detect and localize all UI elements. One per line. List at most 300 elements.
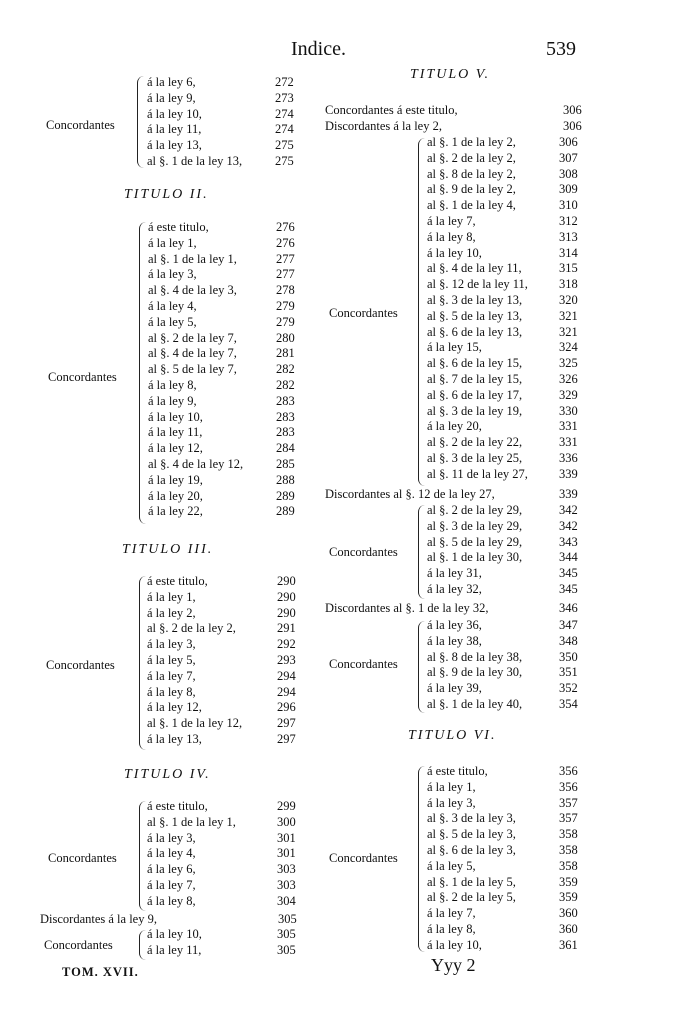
page-ref: 321	[559, 324, 578, 339]
index-entry	[147, 653, 307, 669]
concordantes-label: Concordantes	[46, 658, 115, 672]
entry-text: Discordantes al §. 12 de la ley 27,	[325, 487, 495, 501]
entry-text: á este titulo,	[148, 220, 209, 234]
page-ref: 307	[559, 150, 578, 165]
entry-list	[427, 135, 597, 483]
brace	[139, 222, 146, 524]
page-ref: 297	[277, 731, 296, 746]
page-ref: 361	[559, 937, 578, 952]
index-entry	[427, 681, 597, 697]
brace	[418, 766, 425, 952]
page-ref: 313	[559, 229, 578, 244]
entry-text: al §. 5 de la ley 13,	[427, 308, 523, 323]
page-ref: 292	[277, 637, 296, 652]
page-ref: 342	[559, 503, 578, 517]
entry-text: á la ley 8,	[427, 921, 476, 936]
entry-text: á la ley 9,	[147, 90, 196, 105]
page-ref: 277	[276, 251, 295, 266]
entry-text: al §. 8 de la ley 2,	[427, 166, 516, 181]
entry-text: al §. 2 de la ley 22,	[427, 435, 523, 450]
index-entry	[427, 503, 597, 519]
index-entry	[427, 618, 597, 634]
index-entry	[148, 362, 308, 378]
section-title-titulo-iv: TITULO IV.	[124, 767, 211, 782]
entry-list	[147, 927, 307, 959]
entry-text: á la ley 6,	[147, 862, 196, 877]
page-ref: 289	[276, 504, 295, 519]
entry-text: al §. 3 de la ley 13,	[427, 292, 523, 307]
entry-list	[147, 574, 307, 748]
entry-text: á la ley 32,	[427, 581, 482, 596]
index-entry	[147, 138, 307, 154]
index-entry	[148, 252, 308, 268]
index-entry	[427, 922, 597, 938]
entry-text: Discordantes á la ley 2,	[325, 119, 442, 133]
page-ref: 347	[559, 618, 578, 632]
index-entry	[427, 372, 597, 388]
discordantes-line	[325, 601, 595, 616]
section-title-titulo-ii: TITULO II.	[124, 187, 209, 202]
page-ref: 314	[559, 245, 578, 260]
index-entry	[427, 796, 597, 812]
index-entry	[427, 261, 597, 277]
page-ref: 345	[559, 581, 578, 596]
page-ref: 352	[559, 681, 578, 696]
entry-text: á la ley 20,	[427, 419, 482, 434]
index-entry	[147, 107, 307, 123]
entry-text: Discordantes al §. 1 de la ley 32,	[325, 601, 489, 615]
page-ref: 358	[559, 858, 578, 873]
page-ref: 288	[276, 472, 295, 487]
index-entry	[427, 811, 597, 827]
index-entry	[427, 519, 597, 535]
brace	[137, 76, 144, 168]
index-entry	[147, 815, 307, 831]
index-entry	[147, 831, 307, 847]
page-ref: 283	[276, 393, 295, 408]
page-ref: 297	[277, 716, 296, 731]
index-entry	[148, 331, 308, 347]
index-entry	[427, 582, 597, 598]
page-ref: 351	[559, 665, 578, 680]
index-entry	[427, 277, 597, 293]
brace	[139, 801, 146, 911]
running-title: Indice.	[291, 38, 346, 60]
index-entry	[147, 91, 307, 107]
entry-text: á la ley 12,	[148, 441, 203, 456]
entry-text: á la ley 7,	[147, 668, 196, 683]
page-ref: 357	[559, 795, 578, 810]
page-ref: 325	[559, 356, 578, 371]
page-ref: 275	[275, 153, 294, 168]
index-entry	[427, 859, 597, 875]
entry-text: á la ley 7,	[147, 877, 196, 892]
entry-text: al §. 3 de la ley 19,	[427, 403, 523, 418]
index-entry	[427, 467, 597, 483]
page-ref: 306	[563, 119, 582, 133]
entry-text: á la ley 19,	[148, 472, 203, 487]
entry-text: á la ley 3,	[427, 795, 476, 810]
entry-text: al §. 3 de la ley 29,	[427, 518, 523, 533]
entry-text: al §. 1 de la ley 12,	[147, 716, 243, 731]
page-ref: 301	[277, 846, 296, 861]
entry-text: á la ley 22,	[148, 504, 203, 519]
index-entry	[427, 451, 597, 467]
index-entry	[148, 346, 308, 362]
entry-text: á la ley 10,	[147, 927, 202, 941]
brace	[418, 138, 425, 486]
page-ref: 276	[276, 235, 295, 250]
page-ref: 330	[559, 403, 578, 418]
page-ref: 294	[277, 684, 296, 699]
page-ref: 350	[559, 649, 578, 664]
page-ref: 304	[277, 893, 296, 908]
entry-text: á la ley 8,	[148, 377, 197, 392]
index-entry	[147, 846, 307, 862]
entry-text: á la ley 8,	[147, 684, 196, 699]
entry-text: á la ley 9,	[148, 393, 197, 408]
index-entry	[147, 606, 307, 622]
index-entry	[147, 574, 307, 590]
index-entry	[147, 943, 307, 959]
entry-text: á la ley 7,	[427, 906, 476, 921]
page-ref: 274	[275, 106, 294, 121]
section-title-titulo-iii: TITULO III.	[122, 542, 214, 557]
page-ref: 356	[559, 764, 578, 778]
entry-text: á la ley 38,	[427, 633, 482, 648]
index-entry	[427, 214, 597, 230]
index-entry	[148, 378, 308, 394]
entry-list	[148, 220, 308, 520]
page-ref: 273	[275, 90, 294, 105]
index-entry	[427, 890, 597, 906]
index-entry	[427, 566, 597, 582]
entry-text: al §. 3 de la ley 25,	[427, 450, 523, 465]
page-ref: 305	[277, 927, 296, 941]
page-ref: 290	[277, 605, 296, 620]
page-ref: 360	[559, 921, 578, 936]
index-entry	[148, 425, 308, 441]
entry-text: al §. 2 de la ley 2,	[147, 621, 236, 636]
entry-text: al §. 11 de la ley 27,	[427, 466, 528, 481]
page-ref: 289	[276, 488, 295, 503]
entry-text: al §. 4 de la ley 12,	[148, 456, 244, 471]
index-entry	[427, 167, 597, 183]
page-ref: 305	[278, 912, 297, 926]
entry-text: á la ley 31,	[427, 566, 482, 581]
page-ref: 278	[276, 283, 295, 298]
index-entry	[427, 650, 597, 666]
index-entry	[147, 685, 307, 701]
concordantes-label: Concordantes	[48, 851, 117, 865]
page-ref: 282	[276, 362, 295, 377]
index-entry	[427, 182, 597, 198]
concordantes-line	[325, 103, 595, 118]
page-ref: 296	[277, 700, 296, 715]
entry-text: á la ley 5,	[147, 652, 196, 667]
page-ref: 277	[276, 267, 295, 282]
entry-text: al §. 12 de la ley 11,	[427, 277, 528, 292]
index-entry	[148, 504, 308, 520]
index-entry	[427, 151, 597, 167]
entry-text: á este titulo,	[147, 799, 208, 813]
concordantes-label: Concordantes	[46, 118, 115, 132]
index-entry	[427, 404, 597, 420]
page-ref: 339	[559, 466, 578, 481]
page-ref: 276	[276, 220, 295, 234]
index-entry	[427, 246, 597, 262]
entry-text: á la ley 8,	[427, 229, 476, 244]
page-ref: 294	[277, 668, 296, 683]
page-ref: 272	[275, 75, 294, 89]
brace	[139, 930, 146, 960]
entry-text: á la ley 6,	[147, 75, 196, 89]
entry-text: al §. 9 de la ley 30,	[427, 665, 523, 680]
entry-text: al §. 1 de la ley 30,	[427, 550, 523, 565]
entry-text: al §. 1 de la ley 5,	[427, 874, 516, 889]
index-entry	[148, 410, 308, 426]
concordantes-label: Concordantes	[329, 851, 398, 865]
entry-text: al §. 2 de la ley 2,	[427, 150, 516, 165]
page-ref: 279	[276, 314, 295, 329]
page-ref: 324	[559, 340, 578, 355]
index-entry	[147, 669, 307, 685]
entry-text: á la ley 5,	[148, 314, 197, 329]
page-ref: 280	[276, 330, 295, 345]
brace	[418, 621, 425, 713]
page-ref: 291	[277, 621, 296, 636]
index-entry	[147, 716, 307, 732]
entry-text: á la ley 3,	[147, 637, 196, 652]
page-ref: 321	[559, 308, 578, 323]
index-entry	[427, 309, 597, 325]
entry-text: á la ley 5,	[427, 858, 476, 873]
entry-text: al §. 1 de la ley 40,	[427, 696, 523, 711]
index-entry	[427, 340, 597, 356]
page-ref: 348	[559, 633, 578, 648]
page-ref: 300	[277, 814, 296, 829]
page-ref: 354	[559, 696, 578, 711]
index-entry	[427, 535, 597, 551]
signature-mark: Yyy 2	[431, 955, 476, 975]
index-entry	[427, 827, 597, 843]
index-entry	[147, 621, 307, 637]
entry-text: á la ley 15,	[427, 340, 482, 355]
entry-text: á la ley 12,	[147, 700, 202, 715]
page-ref: 293	[277, 652, 296, 667]
discordantes-line	[325, 487, 595, 502]
entry-text: al §. 5 de la ley 3,	[427, 827, 516, 842]
entry-text: al §. 4 de la ley 7,	[148, 346, 237, 361]
page-ref: 320	[559, 292, 578, 307]
page-ref: 358	[559, 827, 578, 842]
index-entry	[147, 862, 307, 878]
entry-text: á la ley 13,	[147, 138, 202, 153]
page-ref: 331	[559, 435, 578, 450]
entry-text: á la ley 8,	[147, 893, 196, 908]
index-entry	[427, 665, 597, 681]
page-ref: 283	[276, 425, 295, 440]
entry-list	[147, 75, 307, 170]
entry-text: á la ley 11,	[148, 425, 203, 440]
concordantes-label: Concordantes	[329, 545, 398, 559]
entry-text: á la ley 4,	[148, 298, 197, 313]
entry-text: al §. 3 de la ley 3,	[427, 811, 516, 826]
entry-text: á la ley 4,	[147, 846, 196, 861]
entry-list	[147, 799, 307, 910]
page-ref: 359	[559, 890, 578, 905]
page-ref: 345	[559, 566, 578, 581]
brace	[418, 505, 425, 599]
page-ref: 284	[276, 441, 295, 456]
page-ref: 356	[559, 779, 578, 794]
page-ref: 282	[276, 377, 295, 392]
discordantes-line	[40, 912, 308, 927]
index-entry	[427, 843, 597, 859]
index-entry	[147, 799, 307, 815]
page-ref: 301	[277, 830, 296, 845]
entry-text: á la ley 10,	[147, 106, 202, 121]
index-entry	[147, 637, 307, 653]
entry-text: á la ley 39,	[427, 681, 482, 696]
section-title-titulo-vi: TITULO VI.	[408, 728, 497, 743]
entry-text: á la ley 10,	[427, 937, 482, 952]
entry-text: al §. 2 de la ley 7,	[148, 330, 237, 345]
index-entry	[427, 230, 597, 246]
page-ref: 312	[559, 213, 578, 228]
entry-text: al §. 9 de la ley 2,	[427, 182, 516, 197]
page-ref: 274	[275, 122, 294, 137]
entry-list	[427, 764, 597, 954]
entry-text: á la ley 13,	[147, 731, 202, 746]
index-entry	[427, 135, 597, 151]
concordantes-label: Concordantes	[48, 370, 117, 384]
entry-text: al §. 1 de la ley 1,	[148, 251, 237, 266]
page-ref: 279	[276, 298, 295, 313]
entry-text: al §. 6 de la ley 13,	[427, 324, 523, 339]
page-ref: 285	[276, 456, 295, 471]
page-ref: 344	[559, 550, 578, 565]
section-title-titulo-v: TITULO V.	[410, 67, 490, 82]
index-entry	[148, 489, 308, 505]
entry-text: al §. 2 de la ley 5,	[427, 890, 516, 905]
index-entry	[147, 700, 307, 716]
entry-list	[427, 503, 597, 598]
index-entry	[427, 634, 597, 650]
index-entry	[427, 356, 597, 372]
index-entry	[427, 419, 597, 435]
index-entry	[148, 236, 308, 252]
entry-text: á la ley 2,	[147, 605, 196, 620]
index-entry	[148, 220, 308, 236]
page-ref: 290	[277, 589, 296, 604]
entry-text: á la ley 7,	[427, 213, 476, 228]
entry-text: á la ley 10,	[148, 409, 203, 424]
index-entry	[148, 283, 308, 299]
page-ref: 339	[559, 487, 578, 501]
index-entry	[148, 267, 308, 283]
entry-text: Concordantes á este titulo,	[325, 103, 458, 117]
entry-text: á este titulo,	[427, 764, 488, 778]
index-entry	[148, 441, 308, 457]
page-ref: 306	[559, 135, 578, 149]
index-entry	[427, 388, 597, 404]
index-entry	[427, 764, 597, 780]
index-entry	[427, 938, 597, 954]
page-ref: 299	[277, 799, 296, 813]
entry-text: al §. 1 de la ley 1,	[147, 814, 236, 829]
entry-text: al §. 1 de la ley 4,	[427, 198, 516, 213]
entry-text: á este titulo,	[147, 574, 208, 588]
index-entry	[427, 697, 597, 713]
index-entry	[147, 154, 307, 170]
index-entry	[148, 394, 308, 410]
page-ref: 329	[559, 387, 578, 402]
page-ref: 303	[277, 877, 296, 892]
index-entry	[147, 590, 307, 606]
page-ref: 331	[559, 419, 578, 434]
entry-text: al §. 4 de la ley 11,	[427, 261, 522, 276]
page-ref: 357	[559, 811, 578, 826]
entry-text: al §. 8 de la ley 38,	[427, 649, 523, 664]
page-ref: 310	[559, 198, 578, 213]
index-entry	[148, 473, 308, 489]
concordantes-label: Concordantes	[329, 657, 398, 671]
entry-text: al §. 4 de la ley 3,	[148, 283, 237, 298]
page-number: 539	[546, 38, 576, 60]
index-entry	[427, 550, 597, 566]
entry-text: á la ley 1,	[427, 779, 476, 794]
page-ref: 315	[559, 261, 578, 276]
page-ref: 343	[559, 534, 578, 549]
page-ref: 346	[559, 601, 578, 615]
page-ref: 342	[559, 518, 578, 533]
volume-mark: TOM. XVII.	[62, 965, 139, 979]
entry-text: á la ley 20,	[148, 488, 203, 503]
entry-text: al §. 5 de la ley 29,	[427, 534, 523, 549]
page-ref: 326	[559, 371, 578, 386]
page-ref: 309	[559, 182, 578, 197]
entry-text: á la ley 11,	[147, 942, 202, 957]
index-entry	[147, 878, 307, 894]
page-ref: 360	[559, 906, 578, 921]
page-ref: 358	[559, 842, 578, 857]
index-entry	[427, 293, 597, 309]
index-entry	[427, 875, 597, 891]
page-ref: 290	[277, 574, 296, 588]
page-ref: 281	[276, 346, 295, 361]
index-entry	[427, 325, 597, 341]
index-entry	[147, 894, 307, 910]
page-ref: 308	[559, 166, 578, 181]
entry-text: al §. 7 de la ley 15,	[427, 371, 523, 386]
discordantes-line	[325, 119, 595, 134]
page-ref: 305	[277, 942, 296, 957]
index-entry	[427, 198, 597, 214]
index-entry	[147, 927, 307, 943]
page-ref: 275	[275, 138, 294, 153]
entry-text: á la ley 1,	[148, 235, 197, 250]
brace	[139, 576, 146, 750]
entry-text: al §. 5 de la ley 7,	[148, 362, 237, 377]
index-entry	[147, 75, 307, 91]
page-ref: 318	[559, 277, 578, 292]
entry-text: al §. 2 de la ley 29,	[427, 503, 523, 517]
entry-text: á la ley 36,	[427, 618, 482, 632]
entry-list	[427, 618, 597, 713]
index-entry	[427, 435, 597, 451]
page-ref: 303	[277, 862, 296, 877]
